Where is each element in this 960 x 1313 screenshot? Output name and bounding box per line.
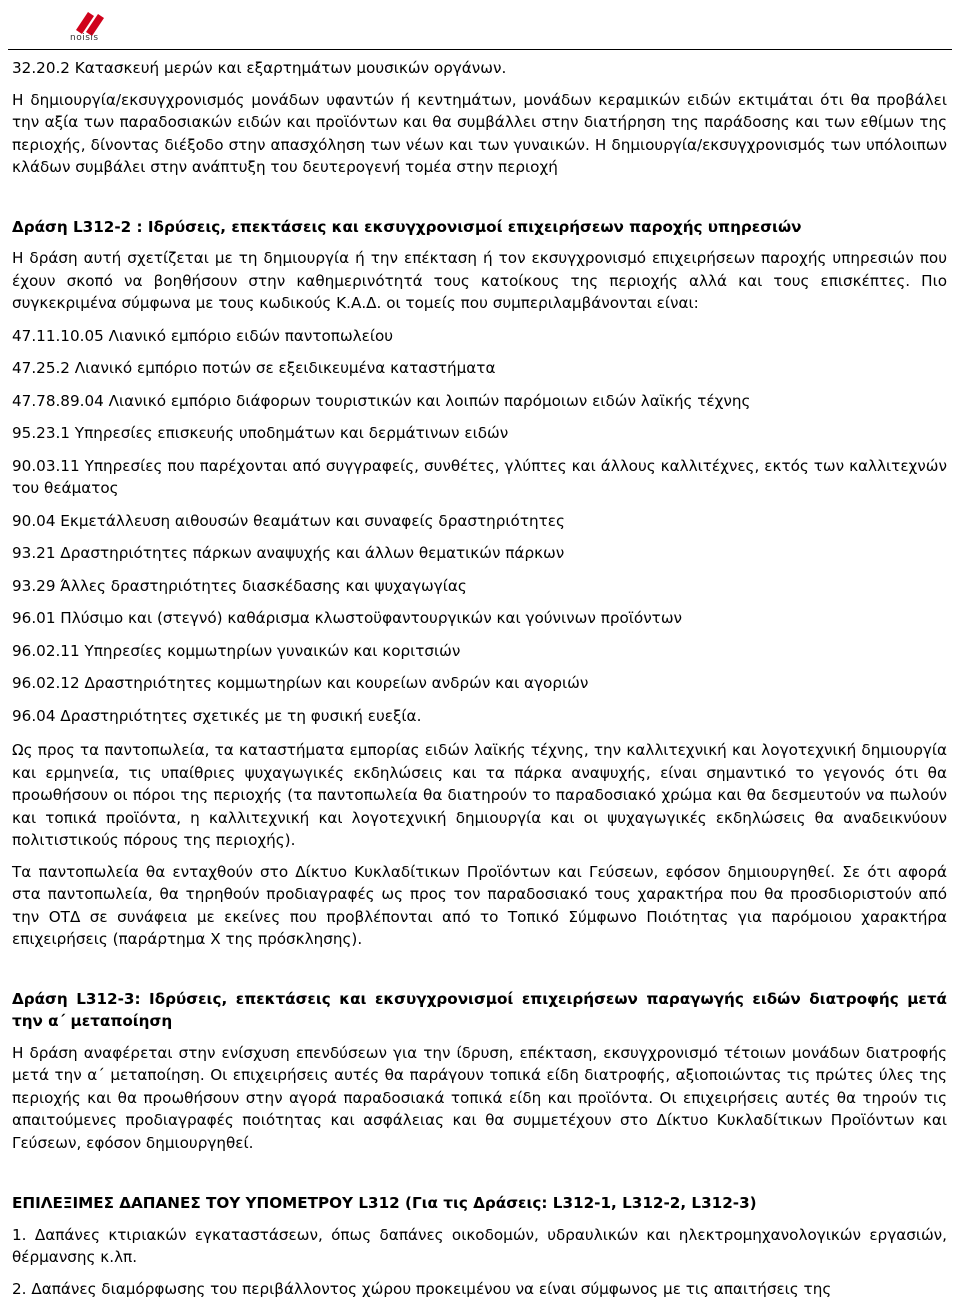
brand-name: noisis xyxy=(70,33,99,43)
section-paragraph: Η δημιουργία/εκσυγχρονισμός μονάδων υφαντών ή κεντημάτων, μονάδων κεραμικών ειδών εκτιμάται ότι θα προβάλει την αξία των παραδοσιακών ειδών και προϊόντων και θα συμβάλλει στην διατήρηση της παράδοσης και των εθίμων της περιοχής, δίνοντας διέξοδο στην απασχόληση των νέων και των γυναικών. Η δημιουργία/εκσυγχρονισμός των υπόλοιπων κλάδων συμβάλει στην ανάπτυξη του δευτερογενή τομέα στην περιοχή xyxy=(12,90,947,176)
list-item: 47.11.10.05 Λιανικό εμπόριο ειδών παντοπωλείου xyxy=(12,326,394,345)
activity-code-list xyxy=(12,325,947,728)
action-3-title: Δράση L312-3: Ιδρύσεις, επεκτάσεις και εκσυγχρονισμοί επιχειρήσεων παραγωγής ειδών διατροφής μετά την α΄ μεταποίηση xyxy=(12,989,947,1030)
list-item: 47.25.2 Λιανικό εμπόριο ποτών σε εξειδικευμένα καταστήματα xyxy=(12,359,496,377)
action-2-title: Δράση L312-2 : Ιδρύσεις, επεκτάσεις και εκσυγχρονισμοί επιχειρήσεων παροχής υπηρεσιών xyxy=(12,217,802,236)
action-3-paragraph: Η δράση αναφέρεται στην ενίσχυση επενδύσεων για την ίδρυση, επέκταση, εκσυγχρονισμό τέτοιων μονάδων διατροφής μετά την α΄ μεταποίηση. Οι επιχειρήσεις αυτές θα παράγουν τοπικά είδη διατροφής, αξιοποιώντας τις πρώτες ύλες της περιοχής και θα προωθήσουν στην αγορά παραδοσιακά τοπικά είδη και προϊόντα. Οι επιχειρήσεις αυτές θα τηρούν τις απαιτούμενες προδιαγραφές ποιότητας και ασφάλειας και θα συμμετέχουν στο Δίκτυο Κυκλαδίτικων Προϊόντων και Γεύσεων, εφόσον δημιουργηθεί. xyxy=(12,1043,947,1152)
action-2-paragraph-2: Τα παντοπωλεία θα ενταχθούν στο Δίκτυο Κυκλαδίτικων Προϊόντων και Γεύσεων, εφόσον δημιουργηθεί. Σε ότι αφορά στα παντοπωλεία, θα τηρηθούν προδιαγραφές ως προς τον παραδοσιακό τους χαρακτήρα που θα προσδιοριστούν από την ΟΤΔ σε συνάφεια με εκείνες που προβλέπονται από το Τοπικό Σύμφωνο Ποιότητας για παρόμοιου χαρακτήρα επιχειρήσεις (παράρτημα Χ της πρόσκλησης). xyxy=(12,862,947,948)
list-item: 96.04 Δραστηριότητες σχετικές με τη φυσική ευεξία. xyxy=(12,706,422,725)
expense-item: 2. Δαπάνες διαμόρφωσης του περιβάλλοντος χώρου προκειμένου να είναι σύμφωνος με τις απαιτήσεις της xyxy=(12,1279,832,1298)
document-body xyxy=(12,57,947,1300)
list-item: 90.04 Εκμετάλλευση αιθουσών θεαμάτων και συναφείς δραστηριότητες xyxy=(12,511,565,530)
list-item: 47.78.89.04 Λιανικό εμπόριο διάφορων τουριστικών και λοιπών παρόμοιων ειδών λαϊκής τέχνης xyxy=(12,391,751,410)
list-item: 90.03.11 Υπηρεσίες που παρέχονται από συγγραφείς, συνθέτες, γλύπτες και άλλους καλλιτέχνες, εκτός των καλλιτεχνών του θεάματος xyxy=(12,456,947,497)
action-2-paragraph-1: Ως προς τα παντοπωλεία, τα καταστήματα εμπορίας ειδών λαϊκής τέχνης, την καλλιτεχνική και λογοτεχνική δημιουργία και ερμηνεία, τις υπαίθριες ψυχαγωγικές εκδηλώσεις και τα πάρκα αναψυχής, είναι σημαντικό το γεγονός ότι θα προωθήσουν οι πόροι της περιοχής (τα παντοπωλεία θα διατηρούν το παραδοσιακό χρώμα και θα δεσμευτούν να πωλούν και τοπικά προϊόντα, η καλλιτεχνική και λογοτεχνική δημιουργία και οι ψυχαγωγικές εκδηλώσεις θα αναδεικνύουν πολιτιστικούς πόρους της περιοχής). xyxy=(12,741,947,849)
list-item: 93.21 Δραστηριότητες πάρκων αναψυχής και άλλων θεματικών πάρκων xyxy=(12,544,565,562)
list-item: 95.23.1 Υπηρεσίες επισκευής υποδημάτων και δερμάτινων ειδών xyxy=(12,424,509,442)
list-item: 96.02.12 Δραστηριότητες κομμωτηρίων και κουρείων ανδρών και αγοριών xyxy=(12,674,589,692)
header-rule xyxy=(8,49,952,50)
action-2-intro: Η δράση αυτή σχετίζεται με τη δημιουργία ή την επέκταση ή τον εκσυγχρονισμό επιχειρήσεων παροχής υπηρεσιών που έχουν σκοπό να βοηθήσουν στην καθημερινότητά τους κατοίκους της περιοχής αλλά και τους επισκέπτες. Πιο συγκεκριμένα σύμφωνα με τους κωδικούς Κ.Α.Δ. οι τομείς που συμπεριλαμβάνονται είναι: xyxy=(12,249,947,312)
list-item: 93.29 Άλλες δραστηριότητες διασκέδασης και ψυχαγωγίας xyxy=(12,576,467,595)
section-heading: 32.20.2 Κατασκευή μερών και εξαρτημάτων μουσικών οργάνων. xyxy=(12,59,507,77)
list-item: 96.01 Πλύσιμο και (στεγνό) καθάρισμα κλωστοϋφαντουργικών και γούνινων προϊόντων xyxy=(12,609,683,627)
expenses-title: ΕΠΙΛΕΞΙΜΕΣ ΔΑΠΑΝΕΣ ΤΟΥ ΥΠΟΜΕΤΡΟΥ L312 (Για τις Δράσεις: L312-1, L312-2, L312-3) xyxy=(12,1194,757,1212)
expense-item: 1. Δαπάνες κτιριακών εγκαταστάσεων, όπως δαπάνες οικοδομών, υδραυλικών και ηλεκτρομηχανολογικών εργασιών, θέρμανσης κ.λπ. xyxy=(12,1225,947,1266)
list-item: 96.02.11 Υπηρεσίες κομμωτηρίων γυναικών και κοριτσιών xyxy=(12,641,461,660)
